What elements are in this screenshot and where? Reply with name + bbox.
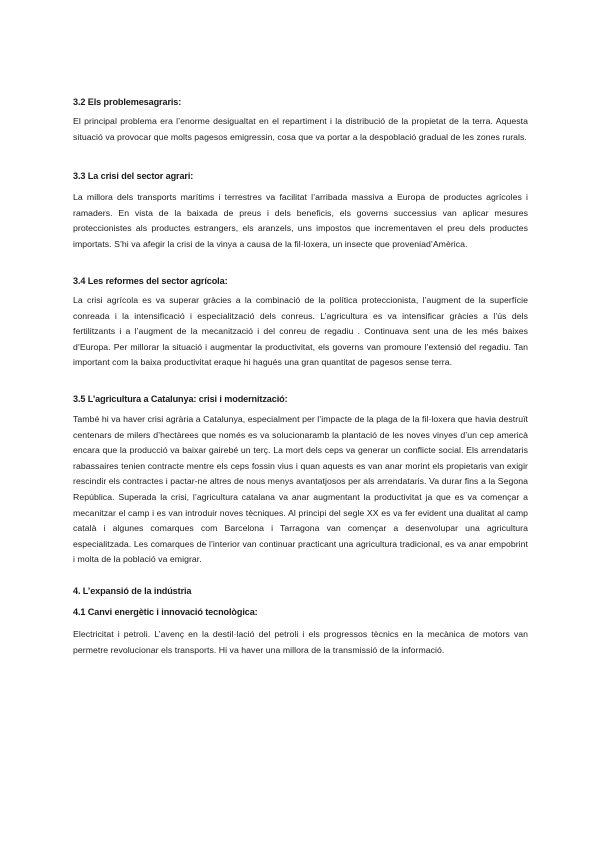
- section-paragraph: La millora dels transports marítims i terrestres va facilitat l’arribada massiva a Europa de productes agrícoles i ramaders. En vista de la baixada de preus i dels beneficis, els governs successius van aplicar mesures proteccionistes als productes estrangers, els aranzels, uns impostos que incrementaven el preu dels productes importats. S’hi va afegir la crisi de la vinya a causa de la fil·loxera, un insecte que proveniad’Amèrica.: [73, 192, 528, 249]
- section-4: [73, 585, 528, 597]
- section-paragraph: Electricitat i petroli. L’avenç en la destil·lació del petroli i els progressos tècnics en la mecànica de motors van permetre revolucionar els transports. Hi va haver una millora de la transmissió de la informació.: [73, 629, 528, 655]
- section-heading: 3.4 Les reformes del sector agrícola:: [73, 276, 228, 286]
- section-heading: 4. L’expansió de la indústria: [73, 586, 192, 596]
- section-3-3: [73, 170, 528, 182]
- section-4-1-body: [73, 627, 528, 658]
- section-heading: 3.2 Els problemesagraris:: [73, 97, 182, 107]
- section-3-2: [73, 96, 528, 108]
- section-3-2-body: [73, 114, 528, 145]
- section-heading: 4.1 Canvi energètic i innovació tecnològica:: [73, 607, 258, 617]
- section-3-4-body: [73, 293, 528, 371]
- section-paragraph: La crisi agrícola es va superar gràcies a la combinació de la política proteccionista, l’augment de la superfície conreada i la intensificació i especialització dels conreus. L’agricultura es va intensificar gràcies a l’ús dels fertilitzants i a l’augment de la mecanització i del conreu de regadiu . Continuava sent una de les més baixes d’Europa. Per millorar la situació i augmentar la productivitat, els governs van promoure l’extensió del regadiu. Tan important com la baixa productivitat eraque hi hagués una gran quantitat de pagesos sense terra.: [73, 295, 528, 368]
- section-3-5-body: [73, 412, 528, 568]
- section-3-3-body: [73, 190, 528, 252]
- section-3-5: [73, 393, 528, 405]
- section-3-4: [73, 275, 528, 287]
- section-paragraph: El principal problema era l’enorme desigualtat en el repartiment i la distribució de la propietat de la terra. Aquesta situació va provocar que molts pagesos emigressin, cosa que va portar a la despoblació gradual de les zones rurals.: [73, 116, 528, 142]
- section-heading: 3.5 L’agricultura a Catalunya: crisi i modernització:: [73, 394, 288, 404]
- section-paragraph: També hi va haver crisi agrària a Catalunya, especialment per l’impacte de la plaga de la fil·loxera que havia destruït centenars de milers d’hectàrees que només es va solucionaramb la plantació de les noves vinyes d’un cep americà encara que la producció va baixar gairebé un terç. La mort dels ceps va generar un conflicte social. Els arrendataris rabassaires tenien contracte mentre els ceps fossin vius i quan aquests es van anar morint els propietaris van exigir rescindir els contractes i pactar-ne altres de nous menys avantatjosos per als arrendataris. Va durar fins a la Segona República. Superada la crisi, l’agricultura catalana va anar augmentant la productivitat ja que es va començar a mecanitzar el camp i es van introduir noves tècniques. Al principi del segle XX es va fer evident una dualitat al camp català i algunes comarques com Barcelona i Tarragona van començar a desenvolupar una agricultura especialitzada. Les comarques de l’interior van continuar practicant una agricultura tradicional, es va anar empobrint i molta de la població va emigrar.: [73, 414, 528, 565]
- section-heading: 3.3 La crisi del sector agrari:: [73, 171, 194, 181]
- section-4-1: [73, 606, 528, 618]
